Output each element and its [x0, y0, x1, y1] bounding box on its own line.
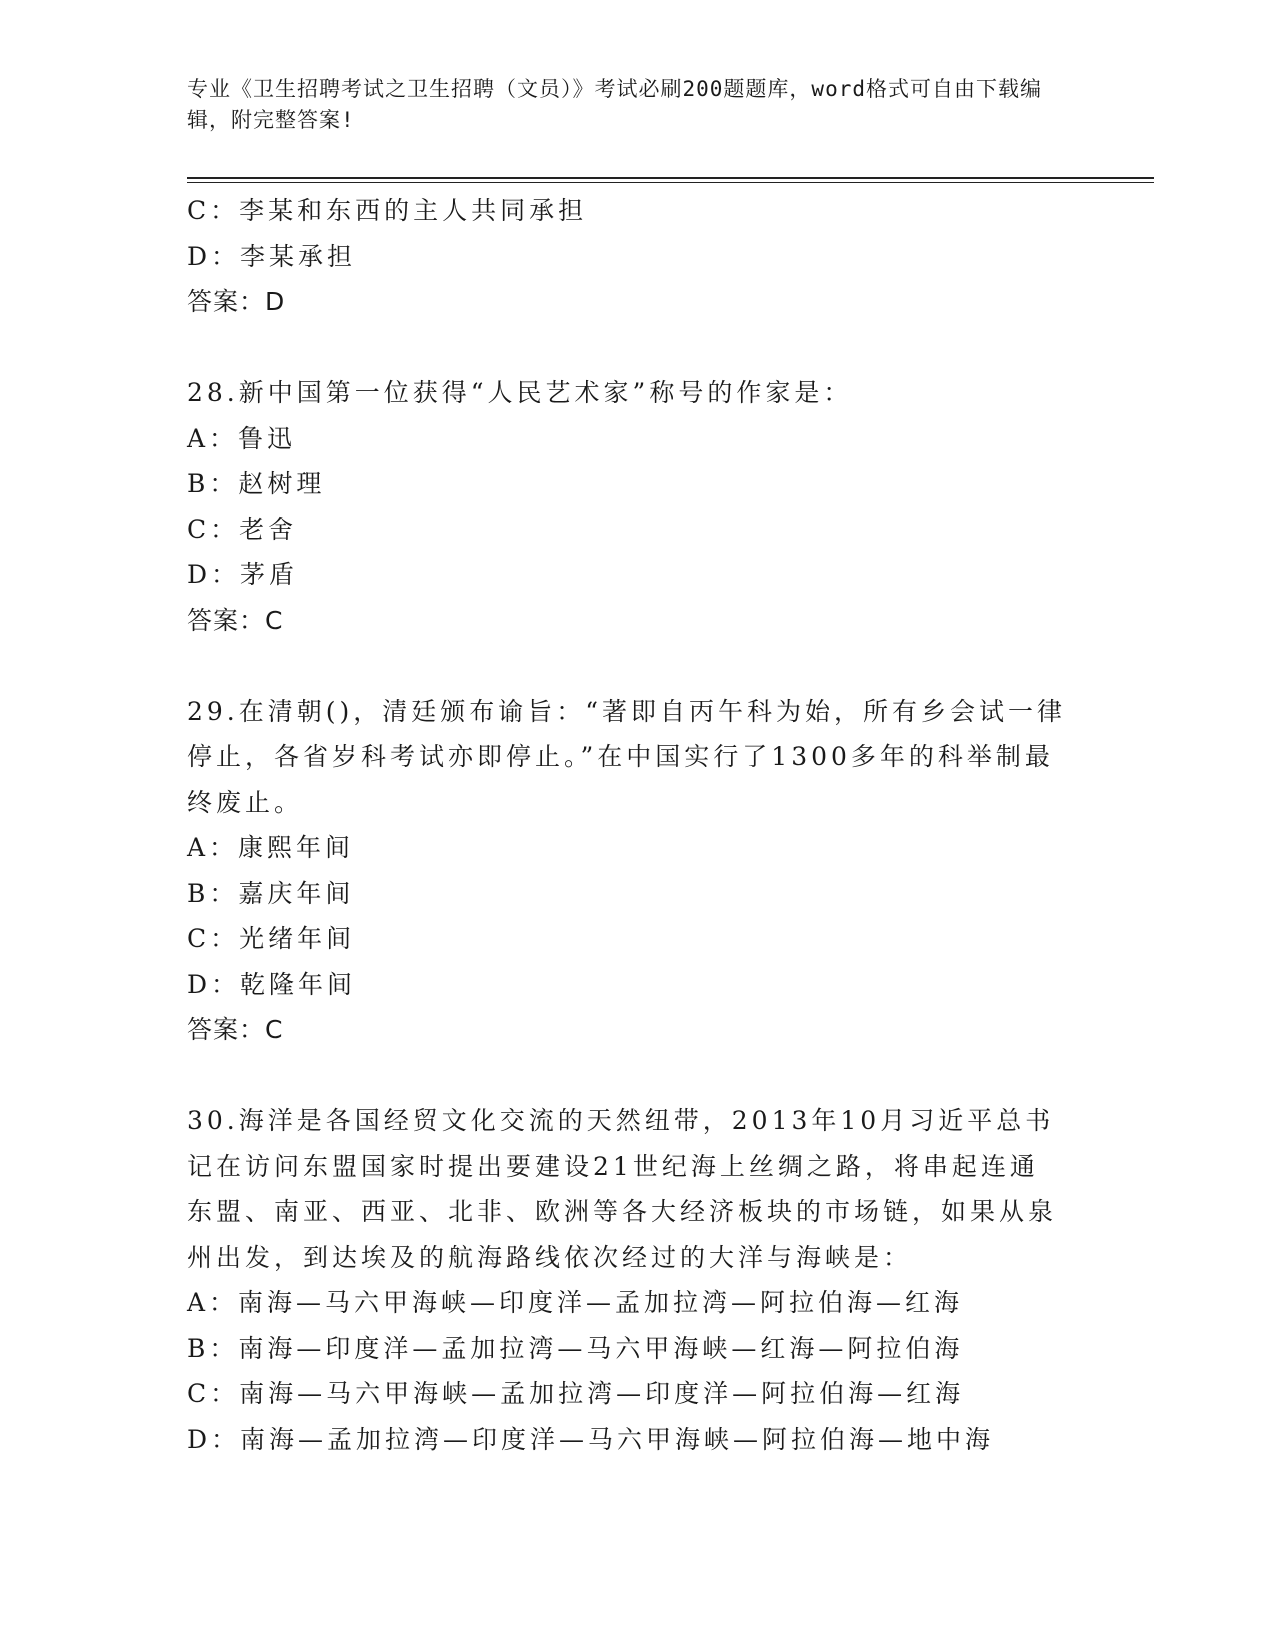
question-29-stem: 29.在清朝()，清廷颁布谕旨：“著即自丙午科为始，所有乡会试一律停止，各省岁科考试亦即停止。”在中国实行了1300多年的科举制最终废止。 [187, 696, 1067, 817]
answer-line: 答案：C [187, 1015, 284, 1044]
question-28-stem: 28.新中国第一位获得“人民艺术家”称号的作家是： [187, 378, 853, 407]
header-divider-thick [187, 177, 1154, 179]
option-c: C：老舍 [187, 514, 298, 544]
option-c: C：光绪年间 [187, 924, 356, 953]
option-a: A：南海—马六甲海峡—印度洋—孟加拉湾—阿拉伯海—红海 [187, 1288, 964, 1317]
answer-line: 答案：D [187, 287, 286, 316]
question-30-stem: 30.海洋是各国经贸文化交流的天然纽带，2013年10月习近平总书记在访问东盟国家时提出要建设21世纪海上丝绸之路，将串起连通东盟、南亚、西亚、北非、欧洲等各大经济板块的市场链，如果从泉州出发，到达埃及的航海路线依次经过的大洋与海峡是： [187, 1106, 1058, 1272]
option-b: B：南海—印度洋—孟加拉湾—马六甲海峡—红海—阿拉伯海 [187, 1333, 964, 1363]
document-header: 专业《卫生招聘考试之卫生招聘（文员）》考试必刷200题题库，word格式可自由下载编辑，附完整答案! [187, 77, 1042, 132]
option-d: D：茅盾 [187, 560, 299, 589]
spacer [187, 325, 1087, 371]
answer-line: 答案：C [187, 605, 284, 635]
option-a: A：鲁迅 [187, 423, 297, 453]
option-b: B：嘉庆年间 [187, 878, 355, 908]
option-c: C：南海—马六甲海峡—孟加拉湾—印度洋—阿拉伯海—红海 [187, 1379, 965, 1408]
option-b: B：赵树理 [187, 469, 326, 498]
option-a: A：康熙年间 [187, 833, 355, 862]
option-d: D：南海—孟加拉湾—印度洋—马六甲海峡—阿拉伯海—地中海 [187, 1424, 995, 1454]
spacer [187, 1053, 1087, 1099]
option-d: D：李某承担 [187, 241, 357, 271]
option-c: C：李某和东西的主人共同承担 [187, 196, 588, 225]
spacer [187, 643, 1087, 689]
option-d: D：乾隆年间 [187, 969, 357, 999]
question-content [187, 188, 1087, 1462]
header-divider-thin [187, 182, 1154, 183]
